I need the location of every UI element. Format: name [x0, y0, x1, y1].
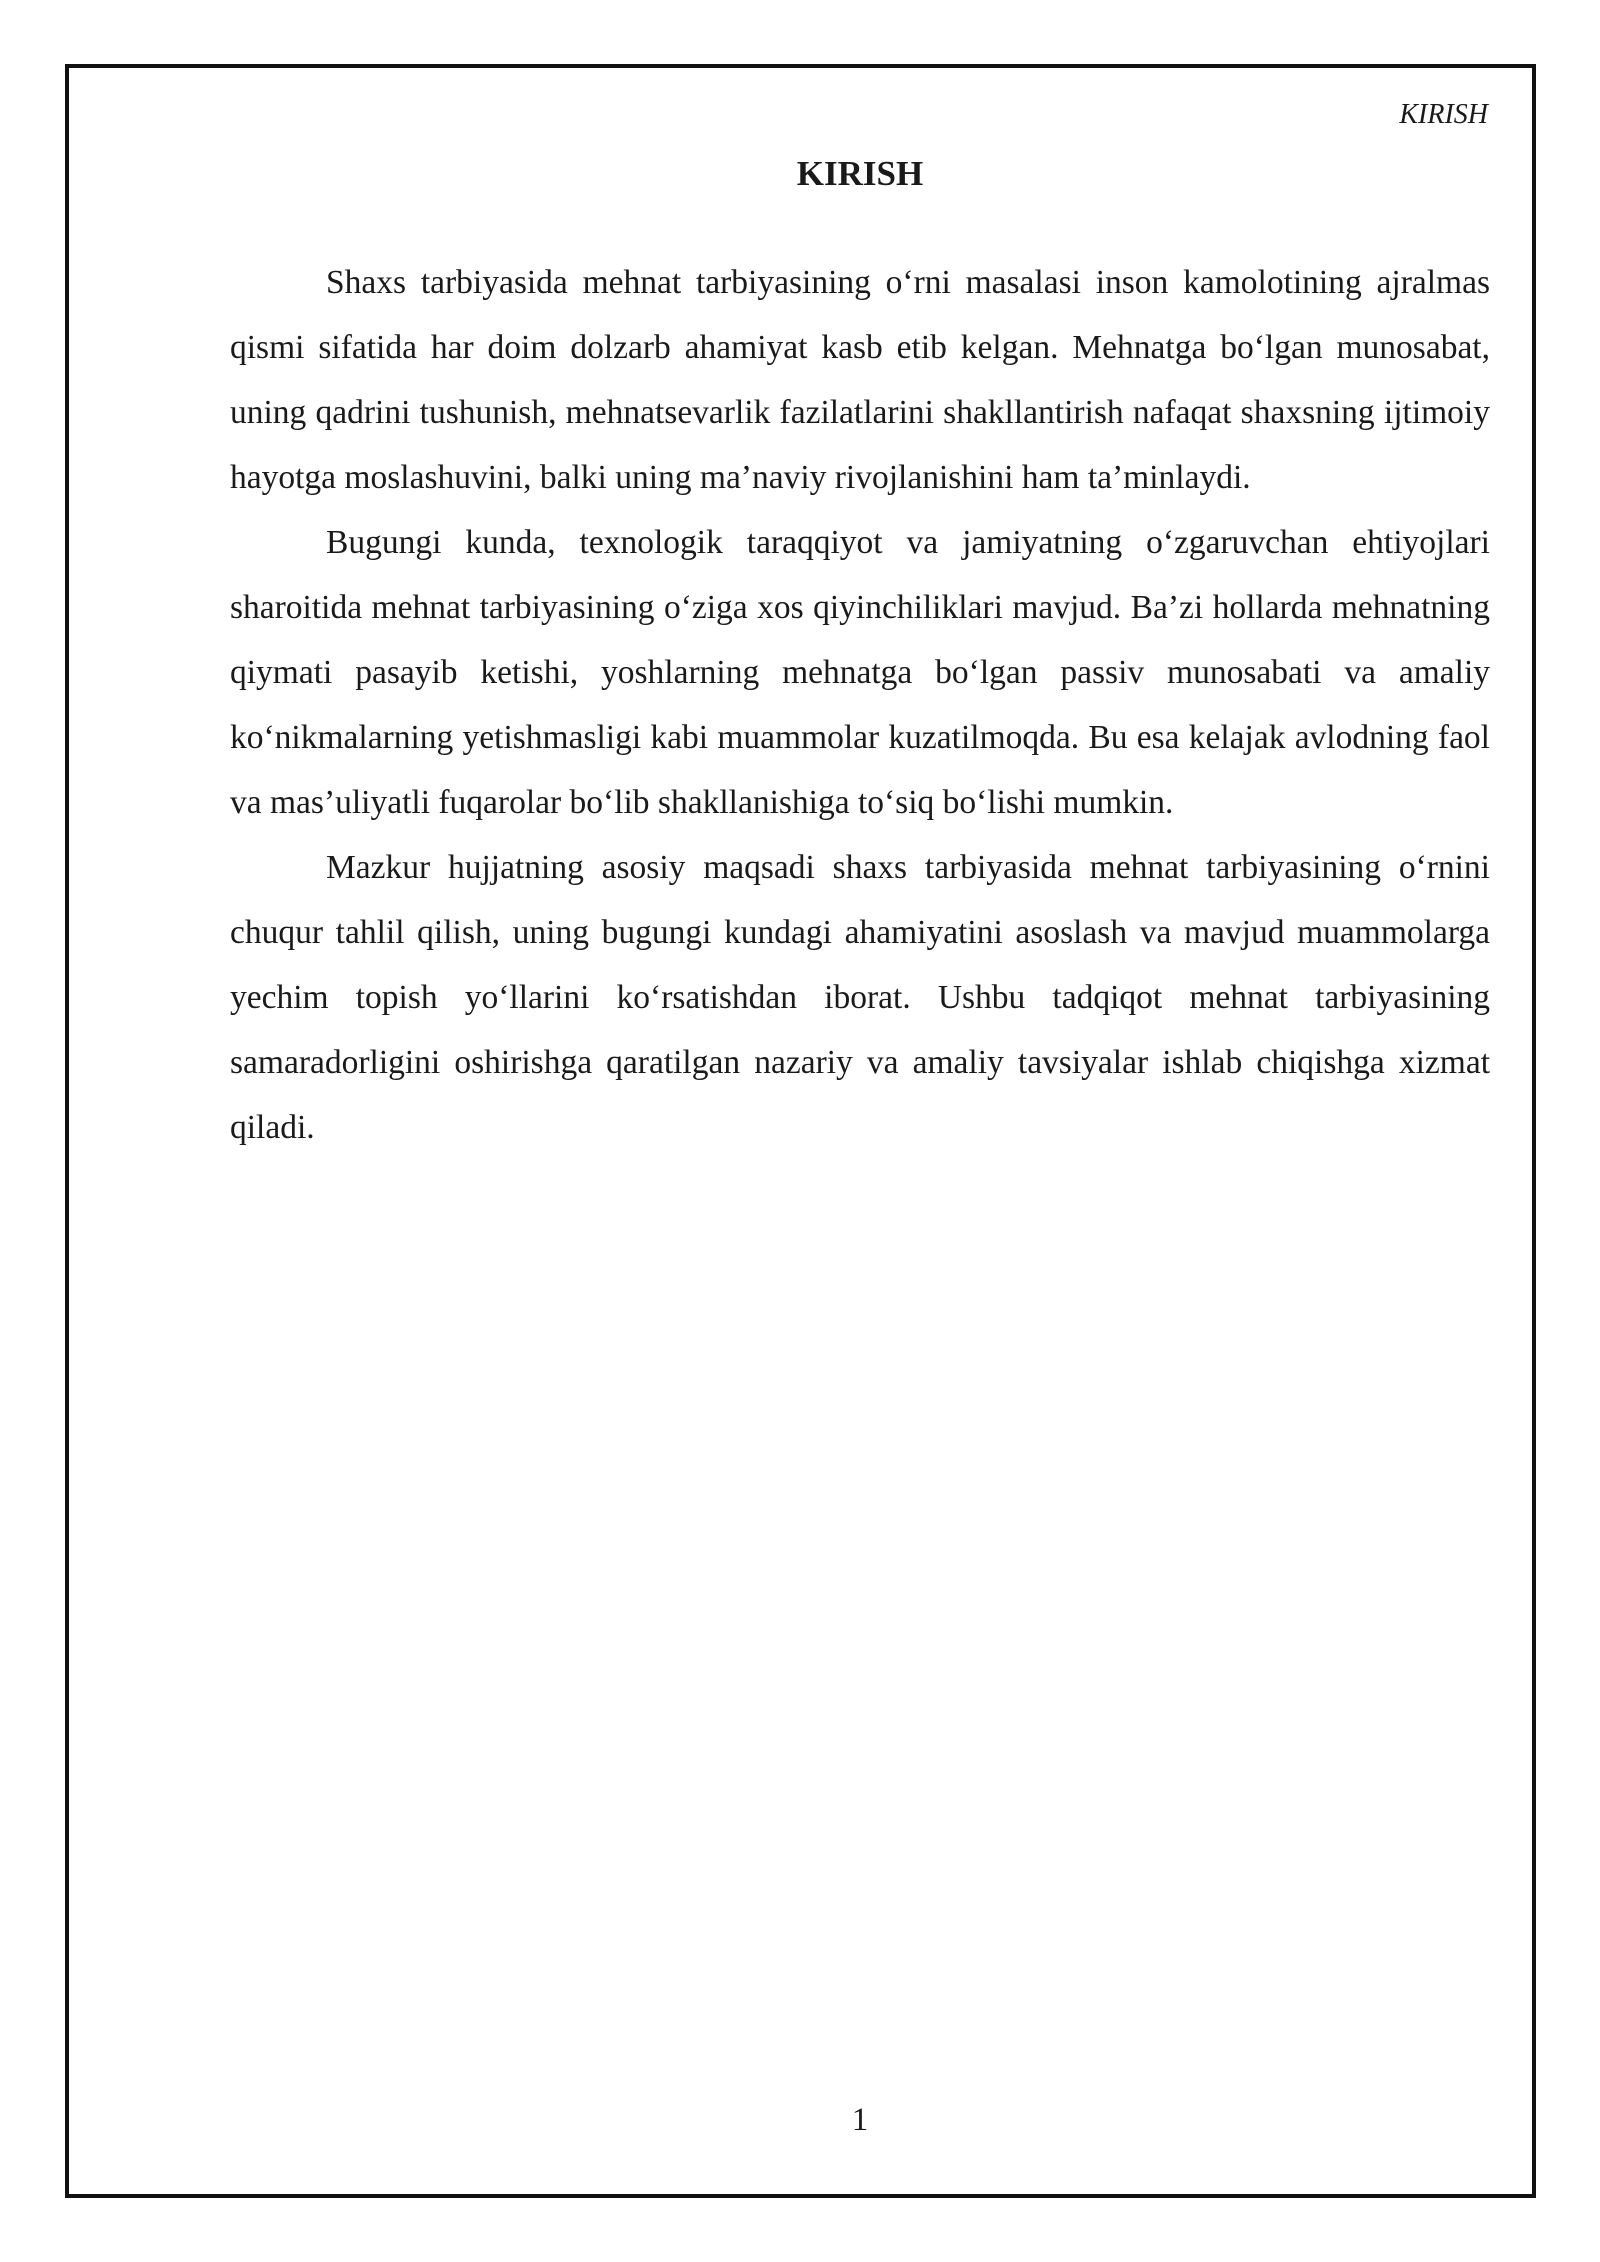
running-header: KIRISH — [1399, 99, 1488, 130]
paragraph-intro: Shaxs tarbiyasida mehnat tarbiyasining o‘rni masalasi inson kamolotining ajralmas qismi sifatida har doim dolzarb ahamiyat kasb etib kelgan. Mehnatga bo‘lgan munosabat, uning qadrini tushunish, mehnatsevarlik fazilatlarini shakllantirish nafaqat shaxsning ijtimoiy hayotga moslashuvini, balki uning ma’naviy rivojlanishini ham ta’minlaydi. — [230, 264, 1490, 496]
chapter-title: KIRISH — [796, 154, 924, 193]
body-text — [230, 250, 1490, 1160]
paragraph-purpose: Mazkur hujjatning asosiy maqsadi shaxs tarbiyasida mehnat tarbiyasining o‘rnini chuqur tahlil qilish, uning bugungi kundagi ahamiyatini asoslash va mavjud muammolarga yechim topish yo‘llarini ko‘rsatishdan iborat. Ushbu tadqiqot mehnat tarbiyasining samaradorligini oshirishga qaratilgan nazariy va amaliy tavsiyalar ishlab chiqishga xizmat qiladi. — [230, 849, 1490, 1146]
page-number: 1 — [851, 2102, 869, 2138]
paragraph-problems: Bugungi kunda, texnologik taraqqiyot va jamiyatning o‘zgaruvchan ehtiyojlari sharoitida mehnat tarbiyasining o‘ziga xos qiyinchiliklari mavjud. Ba’zi hollarda mehnatning qiymati pasayib ketishi, yoshlarning mehnatga bo‘lgan passiv munosabati va amaliy ko‘nikmalarning yetishmasligi kabi muammolar kuzatilmoqda. Bu esa kelajak avlodning faol va mas’uliyatli fuqarolar bo‘lib shakllanishiga to‘siq bo‘lishi mumkin. — [230, 524, 1490, 821]
